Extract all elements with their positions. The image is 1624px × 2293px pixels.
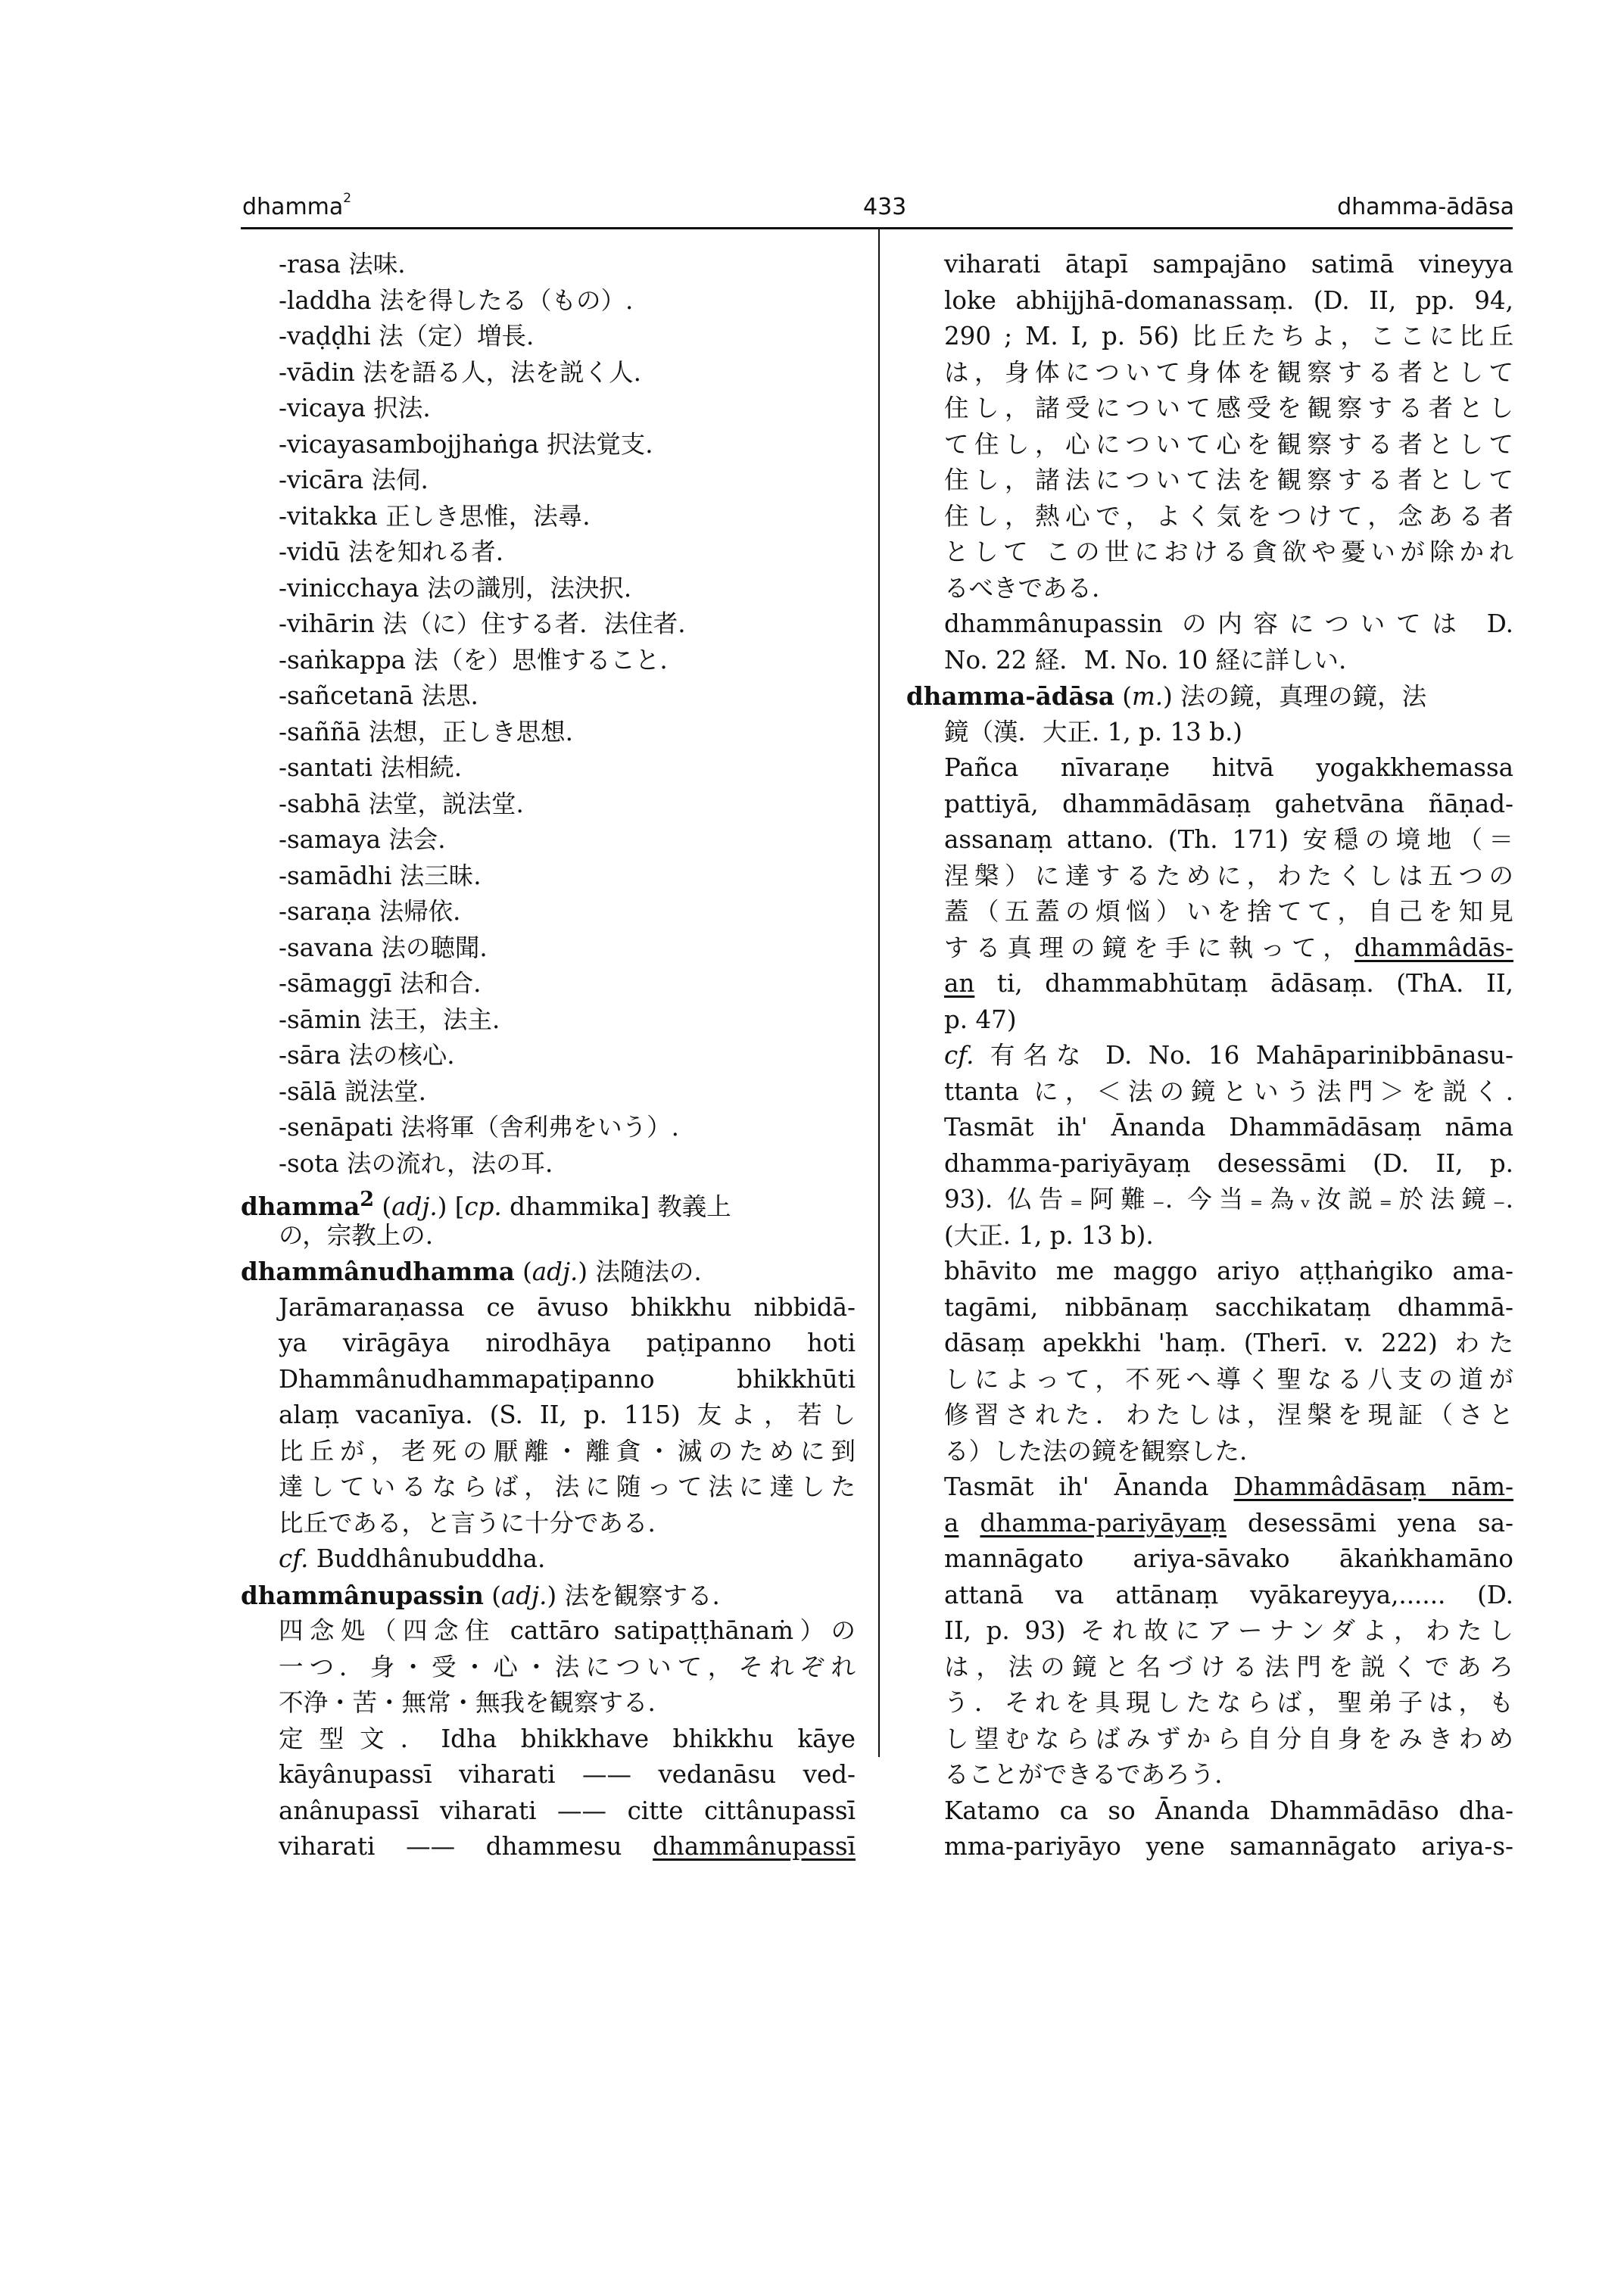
entry-line: う．それを具現したならば，聖弟子は，も — [944, 1688, 1513, 1717]
entry-line: 290 ; M. I, p. 56) 比丘たちよ，ここに比丘 — [944, 322, 1513, 350]
entry-headword: dhammânudhamma — [241, 1257, 515, 1286]
entry-line: 定型文．Idha bhikkhave bhikkhu kāye — [279, 1724, 856, 1753]
sub-entry: -vādin 法を語る人，法を説く人. — [279, 357, 642, 387]
entry-line: し望むならばみずから自分自身をみきわめ — [944, 1724, 1513, 1753]
left-column — [241, 247, 856, 1865]
underlined-term: dhamma-pariyāyaṃ — [980, 1508, 1227, 1537]
sub-entry: -vicāra 法伺. — [279, 466, 429, 494]
cf-text: 有名な D. No. 16 Mahāparinibbānasu- — [974, 1041, 1513, 1070]
entry-line: 四念処（四念住 cattāro satipaṭṭhānaṁ）の — [279, 1616, 856, 1645]
entry-line: 不浄・苦・無常・無我を観察する. — [279, 1688, 656, 1717]
entry-line: 93). 仏告₌阿難₋. 今当₌為ᵥ汝説₌於法鏡₋. — [944, 1185, 1513, 1213]
entry-line: dāsaṃ apekkhi 'haṃ. (Therī. v. 222) わた — [944, 1329, 1513, 1357]
entry-line: Pañca nīvaraṇe hitvā yogakkhemassa — [944, 753, 1513, 782]
sub-entry: -senāpati 法将軍（舎利弗をいう）. — [279, 1113, 679, 1142]
entry-line: (大正. 1, p. 13 b). — [944, 1220, 1154, 1250]
entry-text — [959, 1509, 980, 1537]
entry-line: Jarāmaraṇassa ce āvuso bhikkhu nibbidā- — [279, 1292, 856, 1322]
entry-text: ti, dhammabhūtaṃ ādāsaṃ. (ThA. II, — [974, 969, 1513, 998]
entry-line: て住し，心について心を観察する者として — [944, 429, 1513, 459]
headword-superscript: 2 — [360, 1188, 375, 1211]
entry-dhammanupassin-line — [241, 1578, 856, 1614]
sub-entry: -vicayasambojjhaṅga 択法覚支. — [279, 429, 653, 459]
running-header — [242, 188, 1514, 227]
pos-open: ( — [514, 1257, 532, 1286]
definition-text: ) 法随法の. — [578, 1257, 702, 1286]
entry-line — [906, 1506, 1513, 1542]
column-divider — [878, 229, 880, 1757]
entry-line: anânupassī viharati —— citte cittânupassī — [279, 1796, 856, 1825]
entry-line: の，宗教上の. — [279, 1220, 434, 1250]
sub-entry: -laddha 法を得したる（もの）. — [279, 285, 634, 315]
entry-dhammanudhamma-line — [241, 1254, 856, 1290]
entry-line: assanaṃ attano. (Th. 171) 安穏の境地（＝ — [944, 825, 1513, 854]
sub-entry: -vidū 法を知れる者. — [279, 537, 504, 566]
entry-line: bhāvito me maggo ariyo aṭṭhaṅgiko ama- — [944, 1257, 1513, 1285]
sub-entry: -sālā 説法堂. — [279, 1076, 426, 1106]
note-line: No. 22 経．M. No. 10 経に詳しい. — [944, 645, 1347, 675]
pos-open: ( — [483, 1581, 501, 1610]
sub-entry: -vicaya 択法. — [279, 394, 431, 422]
cf-line — [241, 1541, 856, 1578]
part-of-speech: adj. — [531, 1257, 578, 1286]
entry-line — [906, 1469, 1513, 1506]
entry-headword: dhammânupassin — [241, 1580, 484, 1610]
header-rule — [241, 227, 1513, 229]
entry-line: として この世における貪欲や憂いが除かれ — [944, 537, 1513, 566]
sub-entry: -saṅkappa 法（を）思惟すること. — [279, 645, 668, 675]
entry-line: しによって，不死へ導く聖なる八支の道が — [944, 1364, 1513, 1394]
entry-text: desessāmi yena sa- — [1226, 1508, 1513, 1537]
sub-entry: -savana 法の聴聞. — [279, 933, 488, 962]
entry-dhamma2-line — [241, 1182, 856, 1221]
entry-line: 比丘が，老死の厭離・離貪・滅のために到 — [279, 1436, 856, 1466]
pos-open: ( — [1114, 682, 1132, 711]
entry-line — [906, 930, 1513, 967]
entry-line: Dhammânudhammapaṭipanno bhikkhūti — [279, 1364, 856, 1394]
definition-text: ) 法を観察する. — [547, 1581, 720, 1610]
entry-line: 修習された．わたしは，涅槃を現証（さと — [944, 1400, 1513, 1429]
header-left-superscript: 2 — [343, 191, 352, 206]
definition-text: ) 法の鏡，真理の鏡，法 — [1163, 682, 1427, 711]
entry-line — [241, 1829, 856, 1865]
sub-entry: -samādhi 法三昧. — [279, 861, 482, 890]
sub-entry: -rasa 法味. — [279, 250, 406, 279]
sub-entry: -vitakka 正しき思惟，法尋. — [279, 501, 591, 531]
entry-line: 住し，諸法について法を観察する者として — [944, 466, 1513, 494]
cross-ref-text: dhammika] 教義上 — [501, 1192, 731, 1221]
cf-label: cf. — [944, 1041, 974, 1070]
sub-entry: -sabhā 法堂，説法堂. — [279, 789, 524, 818]
entry-line: alaṃ vacanīya. (S. II, p. 115) 友よ，若し — [279, 1400, 856, 1429]
entry-line: 住し，諸受について感受を観察する者とし — [944, 394, 1513, 422]
part-of-speech: m. — [1131, 682, 1164, 711]
underlined-term: an — [944, 969, 975, 998]
sub-entry: -sāmaggī 法和合. — [279, 969, 482, 998]
entry-line: pattiyā, dhammādāsaṃ gahetvāna ñāṇad- — [944, 789, 1513, 818]
sub-entry: -vihārin 法（に）住する者．法住者. — [279, 609, 686, 638]
entry-line: ya virāgāya nirodhāya paṭipanno hoti — [279, 1329, 856, 1357]
sub-entry: -santati 法相続. — [279, 753, 463, 782]
entry-line: II, p. 93) それ故にアーナンダよ，わたし — [944, 1616, 1513, 1645]
underlined-term: Dhammâdāsaṃ nām- — [1233, 1472, 1513, 1501]
entry-line: ttanta に，＜法の鏡という法門＞を説く. — [944, 1076, 1513, 1106]
entry-line: Katamo ca so Ānanda Dhammādāso dha- — [944, 1796, 1513, 1825]
note-line: dhammânupassin の内容については D. — [944, 609, 1513, 638]
entry-text: Tasmāt ih' Ānanda — [944, 1472, 1234, 1501]
part-of-speech: adj. — [391, 1192, 438, 1221]
entry-line: は，法の鏡と名づける法門を説くであろ — [944, 1652, 1513, 1681]
entry-line: るべきである. — [944, 573, 1100, 603]
entry-line: は，身体について身体を観察する者として — [944, 357, 1513, 387]
entry-line: attanā va attānaṃ vyākareyya,...... (D. — [944, 1580, 1513, 1609]
entry-line: 達しているならば，法に随って法に達した — [279, 1472, 856, 1501]
right-column — [906, 247, 1513, 1865]
entry-text: viharati —— dhammesu — [279, 1832, 653, 1861]
entry-line: viharati ātapī sampajāno satimā vineyya — [944, 250, 1513, 279]
sub-entry: -vinicchaya 法の識別，法決択. — [279, 573, 632, 603]
entry-line: mannāgato ariya-sāvako ākaṅkhamāno — [944, 1544, 1513, 1573]
cf-line — [906, 1038, 1513, 1074]
sub-entry: -sāmin 法王，法主. — [279, 1005, 500, 1034]
headword-text: dhamma — [241, 1191, 360, 1221]
sub-entry: -sāra 法の核心. — [279, 1041, 455, 1070]
sub-entry: -saraṇa 法帰依. — [279, 897, 461, 926]
entry-line: Tasmāt ih' Ānanda Dhammādāsaṃ nāma — [944, 1113, 1513, 1142]
entry-line: る）した法の鏡を観察した. — [944, 1436, 1248, 1466]
header-left-word-text: dhamma — [242, 194, 344, 220]
entry-line: 比丘である，と言うに十分である. — [279, 1508, 656, 1537]
sub-entry: -vaḍḍhi 法（定）増長. — [279, 322, 535, 350]
entry-line: kāyânupassī viharati —— vedanāsu ved- — [279, 1760, 856, 1789]
entry-line: loke abhijjhā-domanassaṃ. (D. II, pp. 94, — [944, 285, 1513, 315]
pos-open: ( — [374, 1192, 392, 1221]
sub-entry: -samaya 法会. — [279, 825, 446, 854]
entry-line: p. 47) — [944, 1005, 1017, 1034]
entry-headword — [241, 1188, 375, 1221]
entry-line: 住し，熱心で，よく気をつけて，念ある者 — [944, 501, 1513, 531]
underlined-term: a — [944, 1508, 959, 1537]
header-left-guide-word — [242, 188, 351, 227]
entry-line: ることができるであろう. — [944, 1760, 1223, 1789]
part-of-speech: adj. — [500, 1581, 547, 1610]
entry-dhamma-adasa-line — [906, 678, 1513, 715]
entry-line: 涅槃）に達するために，わたくしは五つの — [944, 861, 1513, 890]
pos-close: ) [ — [437, 1192, 465, 1221]
cross-ref-label: cp. — [464, 1192, 502, 1221]
entry-line: dhamma-pariyāyaṃ desessāmi (D. II, p. — [944, 1148, 1513, 1178]
page-number: 433 — [863, 194, 907, 220]
entry-text: する真理の鏡を手に執って， — [944, 933, 1355, 962]
cf-text: Buddhânubuddha. — [308, 1544, 546, 1573]
cf-label: cf. — [279, 1544, 309, 1573]
entry-line: 鏡（漢．大正. 1, p. 13 b.) — [944, 717, 1242, 746]
entry-line: mma-pariyāyo yene samannāgato ariya-s- — [944, 1832, 1513, 1861]
entry-line: tagāmi, nibbānaṃ sacchikataṃ dhammā- — [944, 1292, 1513, 1322]
underlined-term: dhammâdās- — [1354, 933, 1513, 962]
sub-entry: -saññā 法想，正しき思想. — [279, 717, 573, 746]
sub-entry: -sota 法の流れ，法の耳. — [279, 1148, 553, 1178]
underlined-term: dhammânupassī — [653, 1832, 856, 1861]
header-right-guide-word: dhamma-ādāsa — [1337, 194, 1514, 220]
entry-line: 蓋（五蓋の煩悩）いを捨てて，自己を知見 — [944, 897, 1513, 926]
entry-line: 一つ．身・受・心・法について，それぞれ — [279, 1652, 856, 1681]
entry-line — [906, 966, 1513, 1002]
sub-entry: -sañcetanā 法思. — [279, 681, 478, 710]
entry-headword: dhamma-ādāsa — [906, 681, 1114, 711]
